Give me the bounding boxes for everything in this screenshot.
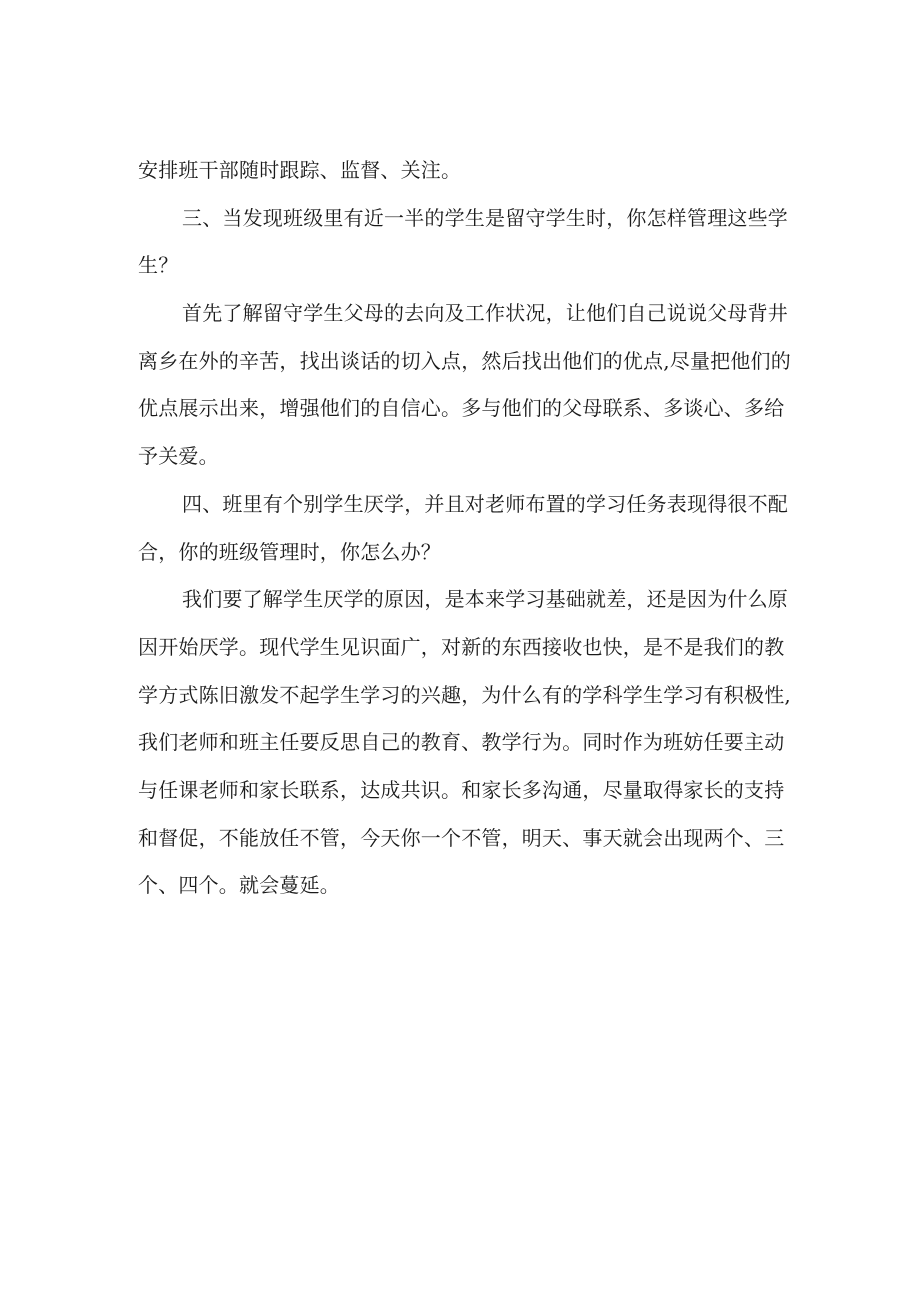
answer-paragraph: 予关爱。 [138, 444, 219, 468]
answer-paragraph: 首先了解留守学生父母的去向及工作状况，让他们自己说说父母背井 [182, 301, 788, 325]
answer-paragraph: 我们老师和班主任要反思自己的教育、教学行为。同时作为班妨任要主动 [138, 730, 785, 754]
answer-paragraph: 离乡在外的辛苦，找出谈话的切入点，然后找出他们的优点,尽量把他们的 [138, 349, 791, 373]
answer-paragraph: 优点展示出来，增强他们的自信心。多与他们的父母联系、多谈心、多给 [138, 396, 785, 420]
answer-paragraph: 与任课老师和家长联系，达成共识。和家长多沟通，尽量取得家长的支持 [138, 778, 785, 802]
question-heading: 生？ [138, 253, 179, 277]
text-line: 安排班干部随时跟踪、监督、关注。 [138, 158, 462, 182]
answer-paragraph: 因开始厌学。现代学生见识面广，对新的东西接收也快，是不是我们的教 [138, 635, 785, 659]
question-heading: 合，你的班级管理时，你怎么办？ [138, 540, 441, 564]
answer-paragraph: 学方式陈旧激发不起学生学习的兴趣，为什么有的学科学生学习有积极性, [138, 683, 791, 707]
answer-paragraph: 个、四个。就会蔓延。 [138, 873, 340, 897]
answer-paragraph: 和督促，不能放任不管，今天你一个不管，明天、事天就会出现两个、三 [138, 826, 785, 850]
question-heading: 三、当发现班级里有近一半的学生是留守学生时，你怎样管理这些学 [182, 206, 788, 230]
answer-paragraph: 我们要了解学生厌学的原因，是本来学习基础就差，还是因为什么原 [182, 587, 788, 611]
question-heading: 四、班里有个别学生厌学，并且对老师布置的学习任务表现得很不配 [182, 492, 788, 516]
